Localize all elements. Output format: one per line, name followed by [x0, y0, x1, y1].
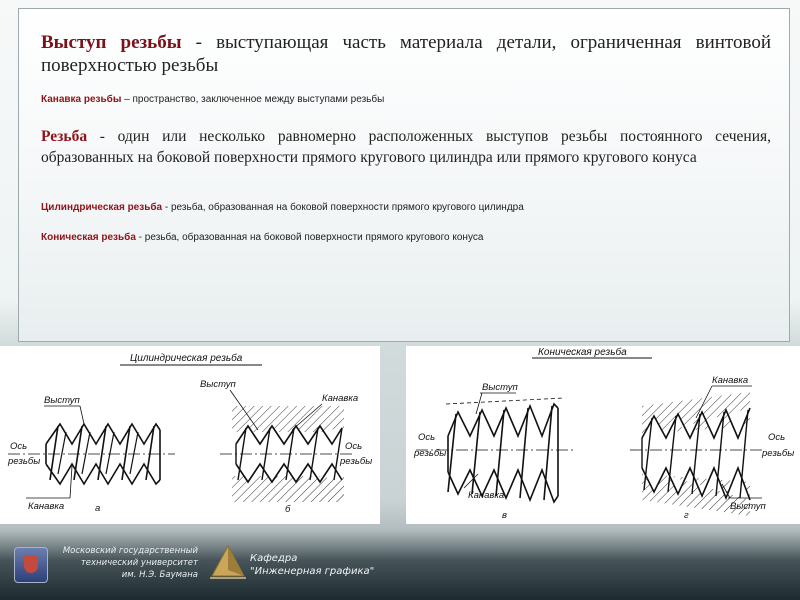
department-block [208, 544, 408, 584]
definition-text: - резьба, образованная на боковой поверхности прямого кругового конуса [135, 232, 484, 243]
university-line: технический университет [80, 558, 198, 568]
definition-text: - резьба, образованная на боковой поверхности прямого кругового цилиндра [162, 202, 524, 213]
label-groove: Канавка [28, 501, 65, 512]
definition-conical-thread [41, 231, 771, 245]
term-conical-thread: Коническая резьба [41, 232, 136, 243]
definition-thread-groove [41, 93, 771, 107]
cylindrical-thread-figure [0, 346, 380, 524]
definition-text: – пространство, заключенное между выступами резьбы [121, 94, 385, 105]
view-letter-v: в [502, 510, 507, 521]
term-cylindrical-thread: Цилиндрическая резьба [41, 202, 163, 213]
label-axis: Ось [10, 441, 28, 452]
label-groove-b: Канавка [322, 393, 359, 404]
term-thread-groove: Канавка резьбы [41, 94, 122, 105]
caption-conical: Коническая резьба [538, 347, 627, 358]
definition-cylindrical-thread [41, 201, 771, 215]
conical-thread-drawing [406, 346, 800, 524]
label-axis-g-2: резьбы [762, 448, 795, 459]
university-line: Московский государственный [62, 546, 198, 556]
view-letter-g: г [684, 510, 689, 521]
label-axis-v: Ось [418, 432, 436, 443]
conical-thread-figure [406, 346, 800, 524]
label-axis-v-2: резьбы [414, 448, 447, 459]
definition-thread-crest [41, 31, 771, 77]
university-name [48, 545, 198, 581]
internal-conical-thread [642, 392, 750, 516]
label-crest-v: Выступ [482, 382, 518, 393]
term-thread-crest: Выступ резьбы [41, 32, 182, 53]
label-crest: Выступ [44, 395, 80, 406]
view-letter-b: б [285, 504, 291, 515]
caption-cylindrical: Цилиндрическая резьба [130, 353, 243, 364]
university-logo-icon [14, 547, 48, 583]
label-axis-b: Ось [345, 441, 363, 452]
department-line: Кафедра [250, 553, 298, 564]
label-crest-b: Выступ [200, 379, 236, 390]
label-axis-b-2: резьбы [340, 456, 373, 467]
university-line: им. Н.Э. Баумана [121, 570, 198, 580]
definition-text: - выступающая часть материала детали, ограниченная винтовой поверхностью резьбы [41, 32, 771, 76]
term-thread: Резьба [41, 128, 88, 145]
pyramid-logo-icon [208, 544, 248, 582]
label-groove-g: Канавка [712, 375, 749, 386]
definition-thread [41, 127, 771, 168]
label-axis-2: резьбы [8, 456, 41, 467]
department-line: "Инженерная графика" [250, 566, 375, 577]
label-groove-v: Канавка [468, 490, 505, 501]
definitions-panel [18, 8, 790, 342]
label-axis-g: Ось [768, 432, 786, 443]
definition-text: - один или несколько равномерно расположенных выступов резьбы постоянного сечения, образованных на боковой поверхности прямого кругового цилиндра или прямого кругового конуса [41, 128, 771, 166]
university-block [14, 545, 198, 585]
view-letter-a: а [95, 503, 101, 514]
cylindrical-thread-drawing [0, 346, 380, 524]
label-crest-g: Выступ [730, 501, 766, 512]
department-name [250, 552, 374, 578]
